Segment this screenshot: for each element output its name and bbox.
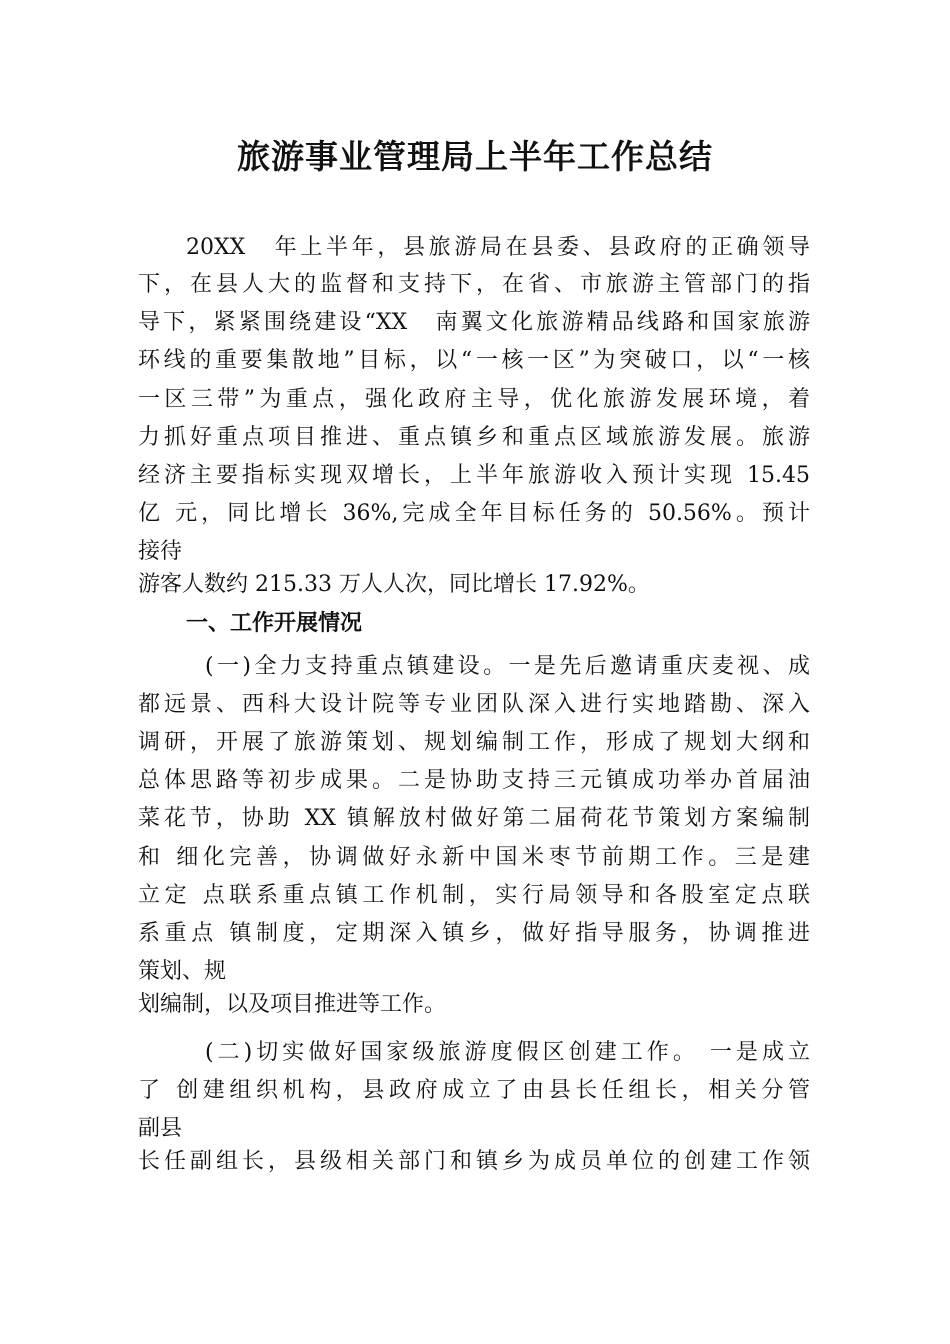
text-line: 了 创建组织机构，县政府成立了由县长任组长，相关分管 xyxy=(138,1078,810,1103)
text-line: 系重点 镇制度，定期深入镇乡，做好指导服务，协调推进 xyxy=(138,921,810,946)
text-line: 和 细化完善，协调做好永新中国米枣节前期工作。三是建 xyxy=(138,845,810,870)
text-line: 副县 xyxy=(138,1116,183,1141)
text-line: 下，在县人大的监督和支持下，在省、市旅游主管部门的指 xyxy=(138,272,810,297)
text-line: 策划、规 xyxy=(138,959,227,984)
text-line: 游客人数约 215.33 万人人次，同比增长 17.92%。 xyxy=(138,572,650,597)
text-line: 力抓好重点项目推进、重点镇乡和重点区域旅游发展。旅游 xyxy=(138,425,810,450)
text-line: 接待 xyxy=(138,539,183,564)
text-line: 环线的重要集散地”目标，以“一核一区”为突破口，以“一核 xyxy=(138,348,810,373)
text-line: 划编制，以及项目推进等工作。 xyxy=(138,992,447,1017)
section-heading: 一、工作开展情况 xyxy=(186,611,363,636)
text-line: 立定 点联系重点镇工作机制，实行局领导和各股室定点联 xyxy=(138,883,810,908)
text-line: (二)切实做好国家级旅游度假区创建工作。 一是成立 xyxy=(205,1040,810,1065)
text-line: 菜花节，协助 XX 镇解放村做好第二届荷花节策划方案编制 xyxy=(138,806,810,831)
text-line: 一区三带”为重点，强化政府主导，优化旅游发展环境，着 xyxy=(138,387,810,412)
text-line: (一)全力支持重点镇建设。一是先后邀请重庆麦视、成 xyxy=(205,654,810,679)
text-line: 都远景、西科大设计院等专业团队深入进行实地踏勘、深入 xyxy=(138,692,810,717)
text-line: 20XX 年上半年，县旅游局在县委、县政府的正确领导 xyxy=(186,235,810,260)
text-line: 长任副组长，县级相关部门和镇乡为成员单位的创建工作领 xyxy=(138,1149,810,1174)
text-line: 调研，开展了旅游策划、规划编制工作，形成了规划大纲和 xyxy=(138,730,810,755)
text-line: 经济主要指标实现双增长，上半年旅游收入预计实现 15.45 xyxy=(138,463,810,488)
document-title: 旅游事业管理局上半年工作总结 xyxy=(237,137,713,176)
text-line: 导下，紧紧围绕建设“XX 南翼文化旅游精品线路和国家旅游 xyxy=(138,310,810,335)
text-line: 亿 元，同比增长 36%,完成全年目标任务的 50.56%。预计 xyxy=(138,501,810,526)
text-line: 总体思路等初步成果。二是协助支持三元镇成功举办首届油 xyxy=(138,768,810,793)
